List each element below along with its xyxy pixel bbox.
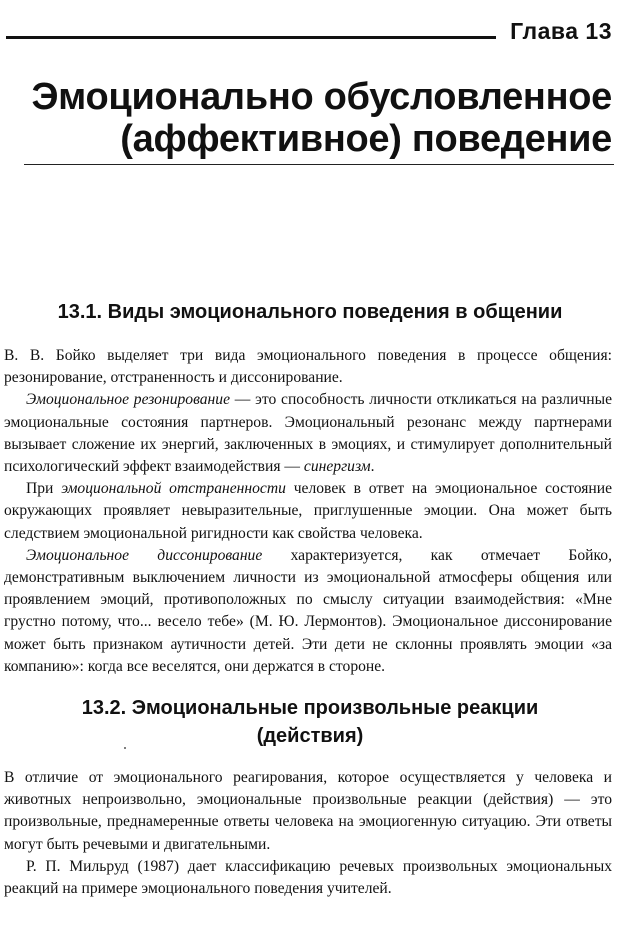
paragraph-3-start: При xyxy=(26,480,62,498)
paragraph-6: Р. П. Мильруд (1987) дает классификацию речевых произвольных эмоциональных реакций на примере эмоционального поведения учителей. xyxy=(4,857,612,898)
paragraph-5: В отличие от эмоционального реагирования, которое осуществляется у человека и животных непроизвольно, эмоциональные произвольные реакции (действия) — это произвольные, преднамеренные ответы человека на эмоциогенную ситуацию. Эти ответы могут быть речевыми и двигательными. xyxy=(4,769,612,853)
section-heading-13-2-line2: (действия) xyxy=(256,725,364,747)
section-heading-13-2-line1: 13.2. Эмоциональные произвольные реакции xyxy=(81,697,539,719)
paragraph-3 xyxy=(4,478,612,545)
chapter-label: Глава 13 xyxy=(510,18,612,44)
paragraph-3-text: человек в ответ на эмоциональное состояние окружающих проявляет невыразительные, приглушенные эмоции. Она может быть следствием эмоциональной ригидности как свойства человека. xyxy=(4,480,612,542)
paragraph-4-text: характеризуется, как отмечает Бойко, демонстративным выключением личности из эмоциональной атмосферы общения или проявлением эмоций, противоположных по смыслу ситуации взаимодействия: «Мне грустно потому, что... весело тебе» (М. Ю. Лермонтов). Эмоциональное диссонирование может быть признаком аутичности детей. Эти дети не склонны проявлять эмоции «за компанию»: когда все веселятся, они держатся в стороне. xyxy=(4,546,612,675)
chapter-rule xyxy=(6,36,496,39)
section-13-2-body xyxy=(4,767,612,900)
term-resonance: Эмоциональное резонирование xyxy=(26,391,231,409)
paragraph-2 xyxy=(4,389,612,478)
paragraph-4 xyxy=(4,545,612,678)
section-13-1-body xyxy=(4,345,612,678)
paragraph-2-text: — это способность личности откликаться на различные эмоциональные состояния партнеров. Эмоциональный резонанс между партнерами вызывает сложение их энергий, заключенных в эмоциях, и стимулирует дополнительный психологический эффект взаимодействия — xyxy=(4,391,613,476)
chapter-title: Эмоционально обусловленное (аффективное) поведение xyxy=(31,76,612,160)
section-heading-13-1: 13.1. Виды эмоционального поведения в общении xyxy=(57,301,563,323)
paragraph-2-end: . xyxy=(370,458,375,476)
section-heading-13-2 xyxy=(0,694,620,750)
paragraph-1: В. В. Бойко выделяет три вида эмоционального поведения в процессе общения: резонирование, отстраненность и диссонирование. xyxy=(4,347,612,387)
term-synergism: синергизм xyxy=(303,458,371,476)
print-speck xyxy=(124,747,126,749)
title-rule xyxy=(24,164,614,165)
term-detachment: эмоциональной отстраненности xyxy=(61,480,286,498)
term-dissonance: Эмоциональное диссонирование xyxy=(26,546,263,564)
